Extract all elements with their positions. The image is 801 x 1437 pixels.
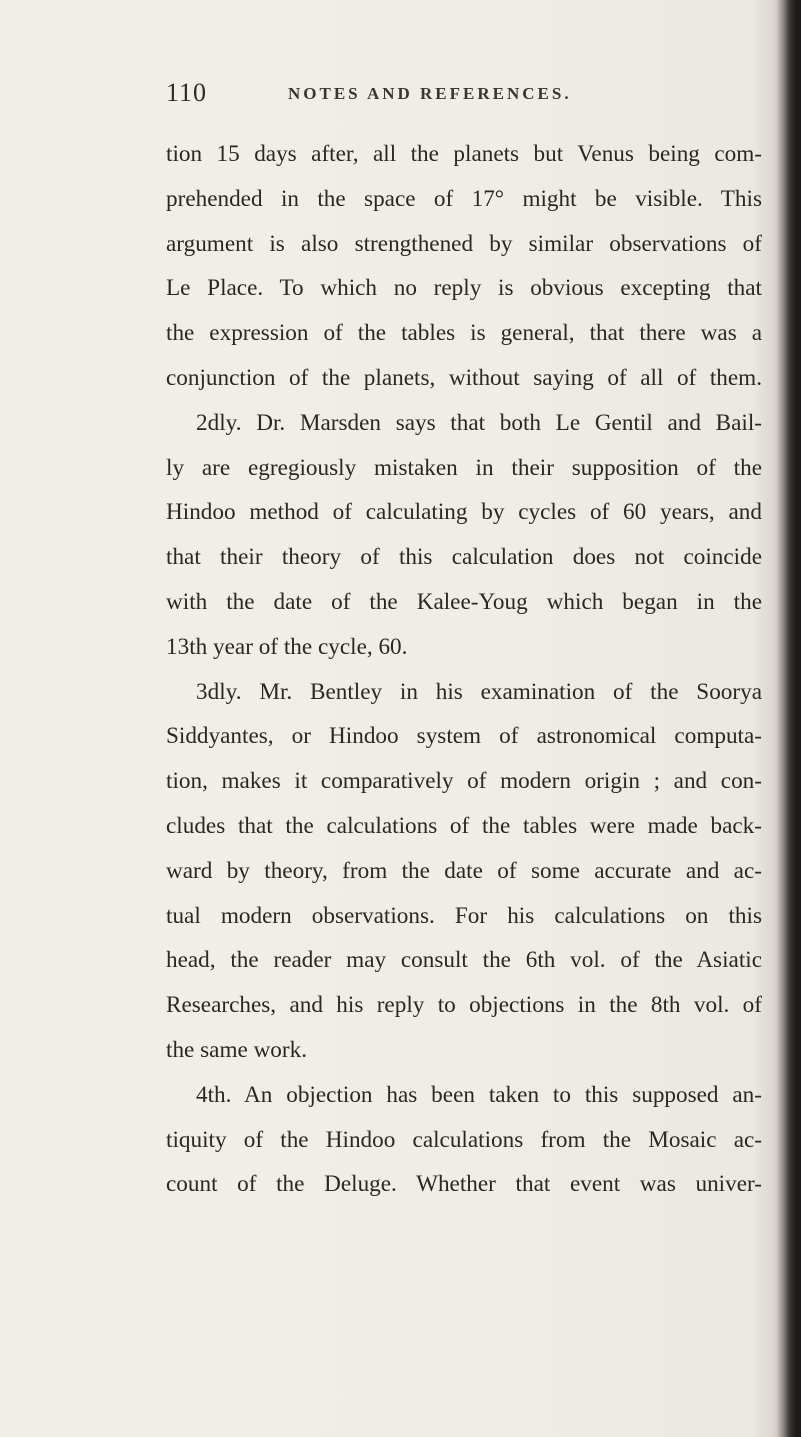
text-line: head, the reader may consult the 6th vol. of the Asiatic: [166, 947, 762, 974]
text-line: tion, makes it comparatively of modern origin ; and con-: [166, 768, 762, 795]
text-line: conjunction of the planets, without saying of all of them.: [166, 364, 762, 391]
text-line: Le Place. To which no reply is obvious excepting that: [166, 275, 762, 302]
text-line: the expression of the tables is general, that there was a: [166, 320, 762, 347]
text-line: Researches, and his reply to objections in the 8th vol. of: [166, 992, 762, 1019]
text-line: 2dly. Dr. Marsden says that both Le Gentil and Bail-: [196, 409, 762, 436]
text-line: ward by theory, from the date of some accurate and ac-: [166, 857, 762, 884]
text-line: tiquity of the Hindoo calculations from the Mosaic ac-: [166, 1126, 762, 1153]
text-line: 3dly. Mr. Bentley in his examination of the Soorya: [196, 678, 762, 705]
text-line: Siddyantes, or Hindoo system of astronomical computa-: [166, 723, 762, 750]
text-line: that their theory of this calculation does not coincide: [166, 544, 762, 571]
text-line: cludes that the calculations of the tables were made back-: [166, 812, 762, 839]
text-line: tion 15 days after, all the planets but Venus being com-: [166, 141, 762, 167]
text-line: 13th year of the cycle, 60.: [166, 633, 408, 660]
binding-gutter-shadow: [773, 0, 801, 1437]
text-line: Hindoo method of calculating by cycles of 60 years, and: [166, 499, 762, 526]
running-title: NOTES AND REFERENCES.: [288, 84, 572, 103]
text-line: ly are egregiously mistaken in their supposition of the: [166, 454, 762, 481]
text-line: argument is also strengthened by similar observations of: [166, 230, 762, 257]
body-text: [166, 132, 766, 1207]
text-line: 4th. An objection has been taken to this supposed an-: [196, 1081, 762, 1108]
text-line: prehended in the space of 17° might be visible. This: [166, 185, 762, 212]
text-line: with the date of the Kalee-Youg which began in the: [166, 588, 762, 615]
page-header: [166, 78, 646, 118]
text-line: the same work.: [166, 1036, 308, 1063]
text-line: tual modern observations. For his calculations on this: [166, 902, 762, 929]
text-line: count of the Deluge. Whether that event was univer-: [166, 1171, 762, 1198]
page-number: 110: [166, 78, 208, 107]
